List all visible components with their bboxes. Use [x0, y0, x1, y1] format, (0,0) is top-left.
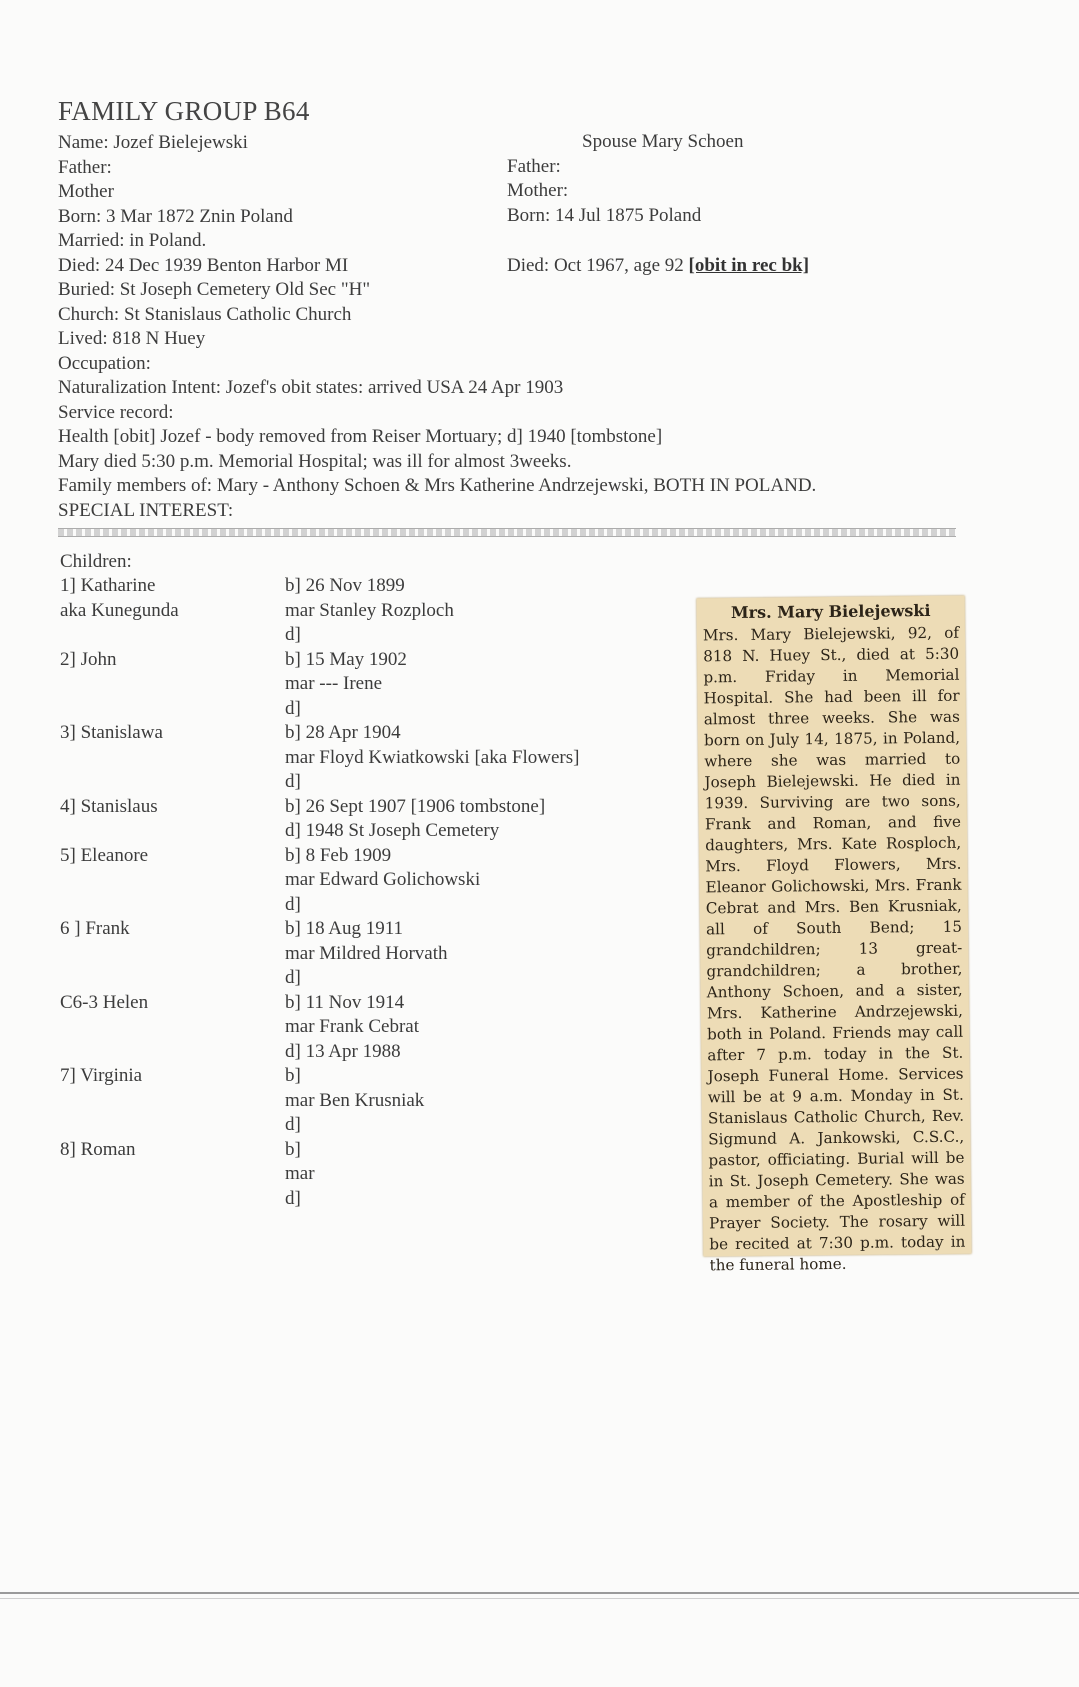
child-detail: b]	[285, 1139, 301, 1160]
spouse-died: Died: Oct 1967, age 92	[507, 255, 689, 276]
husband-occupation: Occupation:	[58, 353, 151, 374]
child-name: 2] John	[60, 649, 117, 670]
health: Health [obit] Jozef - body removed from Reiser Mortuary; d] 1940 [tombstone]	[58, 426, 663, 447]
child-detail: d] 1948 St Joseph Cemetery	[285, 820, 500, 841]
child-detail: mar --- Irene	[285, 673, 383, 694]
child-detail: mar	[285, 1163, 315, 1184]
child-name: C6-3 Helen	[60, 992, 149, 1013]
child-detail: b] 11 Nov 1914	[285, 992, 405, 1013]
husband-born: Born: 3 Mar 1872 Znin Poland	[58, 206, 293, 227]
child-detail: d]	[285, 698, 301, 719]
family-members: Family members of: Mary - Anthony Schoen & Mrs Katherine Andrzejewski, BOTH IN POLAND.	[58, 475, 817, 496]
child-detail: mar Stanley Rozploch	[285, 600, 454, 621]
husband-died: Died: 24 Dec 1939 Benton Harbor MI	[58, 255, 349, 276]
child-detail: mar Mildred Horvath	[285, 943, 448, 964]
child-detail: d]	[285, 624, 301, 645]
child-detail: b] 28 Apr 1904	[285, 722, 401, 743]
page-title: FAMILY GROUP B64	[58, 96, 310, 126]
spouse-born: Born: 14 Jul 1875 Poland	[507, 205, 702, 226]
child-detail: b] 8 Feb 1909	[285, 845, 392, 866]
spouse-name: Spouse Mary Schoen	[582, 131, 744, 152]
child-detail: d]	[285, 1188, 301, 1209]
husband-father: Father:	[58, 157, 112, 178]
children-label: Children:	[60, 551, 132, 572]
child-name: 1] Katharine	[60, 575, 156, 596]
child-detail: mar Frank Cebrat	[285, 1016, 420, 1037]
husband-mother: Mother	[58, 181, 114, 202]
husband-lived: Lived: 818 N Huey	[58, 328, 206, 349]
child-detail: d]	[285, 771, 301, 792]
clipping-body: Mrs. Mary Bielejewski, 92, of 818 N. Huey St., died at 5:30 p.m. Friday in Memorial Hospital. She had been ill for almost three weeks. She was born on July 14, 1875, in Poland, where she was married to Joseph Bielejewski. He died in 1939. Surviving are two sons, Frank and Roman, and five daughters, Mrs. Kate Rosploch, Mrs. Floyd Flowers, Mrs. Eleanor Golichowski, Mrs. Frank Cebrat and Mrs. Ben Krusniak, all of South Bend; 15 grandchildren; 13 great-grandchildren; a brother, Anthony Schoen, and a sister, Mrs. Katherine Andrzejewski, both in Poland. Friends may call after 7 p.m. today in the St. Joseph Funeral Home. Services will be at 9 a.m. Monday in St. Stanislaus Catholic Church, Rev. Sigmund A. Jankowski, C.S.C., pastor, officiating. Burial will be in St. Joseph Cemetery. She was a member of the Apostleship of Prayer Society. The rosary will be recited at 7:30 p.m. today in the funeral home.	[702, 623, 966, 1275]
bottom-rule-shadow	[0, 1598, 1079, 1599]
child-detail: mar Edward Golichowski	[285, 869, 481, 890]
child-detail: b] 26 Nov 1899	[285, 575, 405, 596]
child-detail: mar Floyd Kwiatkowski [aka Flowers]	[285, 747, 580, 768]
child-detail: b] 15 May 1902	[285, 649, 407, 670]
child-detail: d]	[285, 894, 301, 915]
child-detail: b] 18 Aug 1911	[285, 918, 404, 939]
spouse-died-line	[507, 254, 809, 278]
child-name: 5] Eleanore	[60, 845, 149, 866]
spouse-father: Father:	[507, 156, 561, 177]
child-detail: d]	[285, 967, 301, 988]
child-detail: b] 26 Sept 1907 [1906 tombstone]	[285, 796, 546, 817]
obituary-clipping	[697, 596, 972, 1275]
child-name: 3] Stanislawa	[60, 722, 163, 743]
naturalization: Naturalization Intent: Jozef's obit states: arrived USA 24 Apr 1903	[58, 377, 564, 398]
bottom-rule	[0, 1592, 1079, 1594]
separator-rule	[58, 528, 956, 537]
spouse-mother: Mother:	[507, 180, 569, 201]
child-detail: d]	[285, 1114, 301, 1135]
child-detail: b]	[285, 1065, 301, 1086]
child-detail: mar Ben Krusniak	[285, 1090, 425, 1111]
husband-married: Married: in Poland.	[58, 230, 207, 251]
obit-link[interactable]: [obit in rec bk]	[688, 255, 810, 276]
husband-name: Name: Jozef Bielejewski	[58, 132, 248, 153]
special-interest: SPECIAL INTEREST:	[58, 500, 234, 521]
mary-died: Mary died 5:30 p.m. Memorial Hospital; was ill for almost 3weeks.	[58, 451, 572, 472]
husband-buried: Buried: St Joseph Cemetery Old Sec "H"	[58, 279, 371, 300]
child-name: 7] Virginia	[60, 1065, 143, 1086]
child-detail: d] 13 Apr 1988	[285, 1041, 401, 1062]
child-name: aka Kunegunda	[60, 600, 179, 621]
husband-church: Church: St Stanislaus Catholic Church	[58, 304, 352, 325]
child-name: 4] Stanislaus	[60, 796, 158, 817]
service-record: Service record:	[58, 402, 174, 423]
child-name: 8] Roman	[60, 1139, 136, 1160]
clipping-headline: Mrs. Mary Bielejewski	[730, 600, 931, 623]
child-name: 6 ] Frank	[60, 918, 130, 939]
